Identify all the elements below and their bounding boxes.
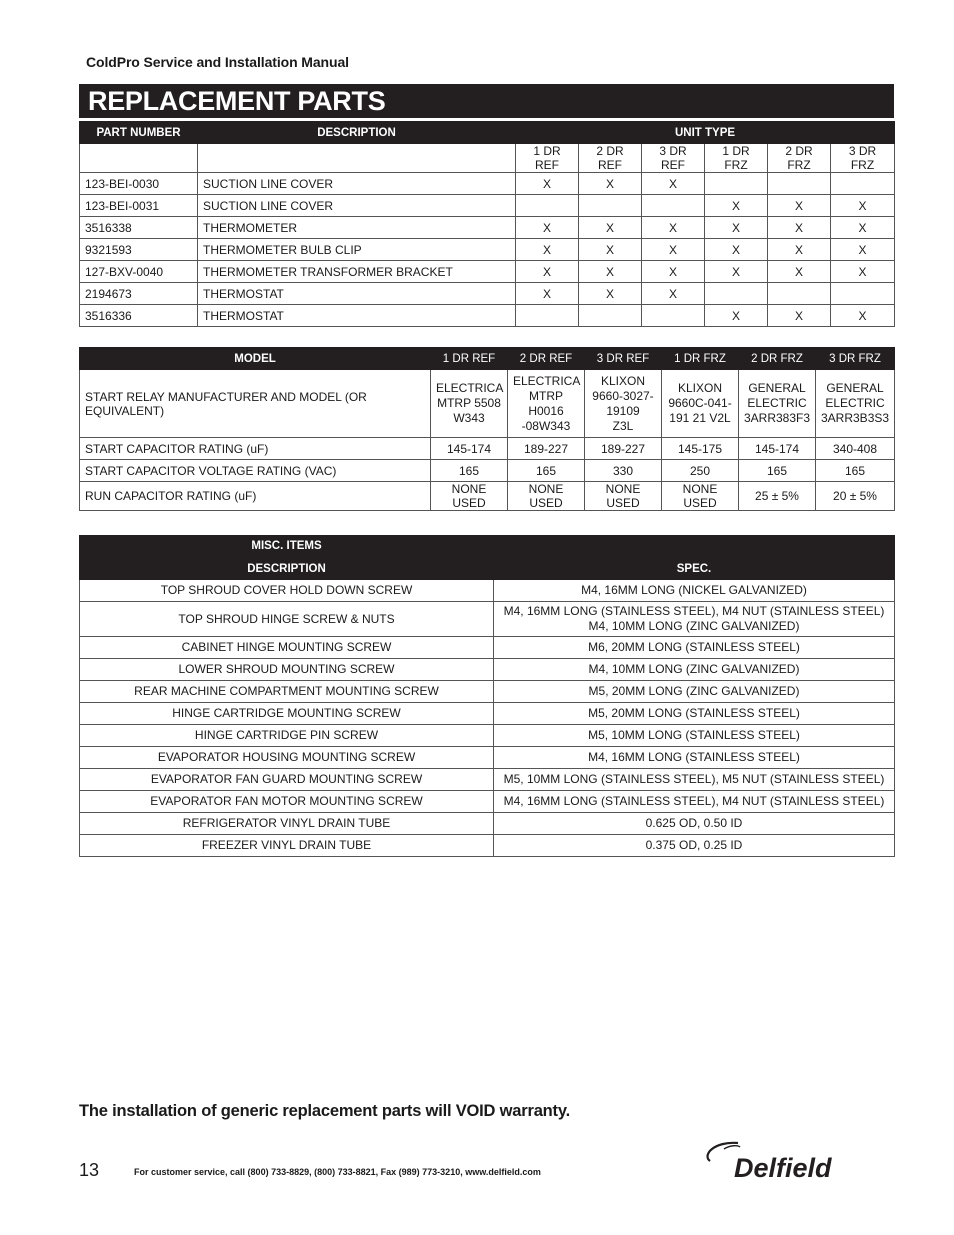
misc-spec-line: 0.625 OD, 0.50 ID [645,816,743,830]
unit-applicability-cell [642,305,705,327]
spec-value-cell: NONE USED [662,482,739,511]
unit-applicability-cell: X [579,261,642,283]
misc-description-cell: TOP SHROUD HINGE SCREW & NUTS [80,602,494,637]
spec-label-cell: START CAPACITOR VOLTAGE RATING (VAC) [80,460,431,482]
unit-applicability-cell: X [831,195,895,217]
table-row [80,681,895,703]
spec-value-line: MTRP 5508 [437,396,501,410]
empty-cell [494,536,895,558]
part-description-cell: THERMOMETER TRANSFORMER BRACKET [198,261,516,283]
table-row [80,173,895,195]
part-number-cell: 123-BEI-0030 [80,173,198,195]
spec-label-cell: START RELAY MANUFACTURER AND MODEL (OR EQUIVALENT) [80,370,431,438]
unit-applicability-cell: X [705,217,768,239]
misc-items-title-row [80,536,895,558]
table-row [80,659,895,681]
table-row [80,460,895,482]
spec-value-cell: 145-174 [739,438,816,460]
unit-applicability-cell: X [516,239,579,261]
spec-value-cell: 189-227 [508,438,585,460]
misc-description-cell: CABINET HINGE MOUNTING SCREW [80,637,494,659]
table-row [80,370,895,438]
spec-value-line: 191 21 V2L [669,411,731,425]
model-table [79,347,895,511]
spec-value-cell: 145-175 [662,438,739,460]
spec-value-cell: 165 [739,460,816,482]
table-row [80,482,895,511]
table-row [80,791,895,813]
misc-spec-cell [494,580,895,602]
spec-value-line: ELECTRIC [825,396,885,410]
unit-applicability-cell: X [579,173,642,195]
part-number-header: PART NUMBER [80,122,198,144]
misc-spec-cell [494,791,895,813]
misc-spec-cell [494,813,895,835]
misc-description-cell: EVAPORATOR FAN MOTOR MOUNTING SCREW [80,791,494,813]
part-description-cell: SUCTION LINE COVER [198,173,516,195]
spec-value-cell: 165 [431,460,508,482]
table-row [80,239,895,261]
part-number-cell: 2194673 [80,283,198,305]
spec-value-cell: 189-227 [585,438,662,460]
misc-spec-line: M5, 10MM LONG (STAINLESS STEEL) [588,728,800,742]
unit-applicability-cell: X [705,261,768,283]
spec-value-cell: NONE USED [508,482,585,511]
spec-label-cell: RUN CAPACITOR RATING (uF) [80,482,431,511]
table-row [80,283,895,305]
page-number: 13 [79,1160,100,1180]
spec-value-cell: NONE USED [431,482,508,511]
empty-cell [198,144,516,173]
unit-applicability-cell: X [579,283,642,305]
misc-description-cell: REFRIGERATOR VINYL DRAIN TUBE [80,813,494,835]
misc-spec-cell [494,703,895,725]
part-number-cell: 3516336 [80,305,198,327]
spec-value-line: 3ARR383F3 [744,411,811,425]
spec-value-line: 9660-3027- [592,388,654,403]
misc-items-title: MISC. ITEMS [80,536,494,558]
spec-value-line: GENERAL [826,381,884,395]
model-column-header: 3 DR FRZ [816,348,895,370]
misc-spec-header: SPEC. [494,558,895,580]
misc-items-table [79,535,895,857]
model-column-header: 3 DR REF [585,348,662,370]
spec-value-line: KLIXON [677,381,722,395]
spec-value-cell: 340-408 [816,438,895,460]
unit-type-column-header: 2 DR REF [579,144,642,173]
table-row [80,438,895,460]
parts-table-header [80,122,895,144]
unit-applicability-cell: X [831,305,895,327]
misc-spec-line: M5, 20MM LONG (STAINLESS STEEL) [588,706,800,720]
table-row [80,769,895,791]
unit-type-column-header: 3 DR FRZ [831,144,895,173]
model-table-header [80,348,895,370]
unit-applicability-cell: X [768,239,831,261]
document-header: ColdPro Service and Installation Manual [86,54,349,70]
part-number-cell: 127-BXV-0040 [80,261,198,283]
unit-applicability-cell: X [516,173,579,195]
unit-applicability-cell: X [579,217,642,239]
unit-applicability-cell: X [768,305,831,327]
unit-applicability-cell: X [831,239,895,261]
unit-applicability-cell: X [516,261,579,283]
unit-applicability-cell: X [642,283,705,305]
logo-wordmark: Delfield [734,1153,832,1183]
spec-value-cell [662,370,739,438]
empty-cell [80,144,198,173]
unit-applicability-cell: X [705,305,768,327]
table-row [80,835,895,857]
table-row [80,747,895,769]
misc-spec-line: M4, 10MM LONG (ZINC GALVANIZED) [588,662,800,676]
table-row [80,305,895,327]
unit-type-column-header: 1 DR REF [516,144,579,173]
misc-spec-cell [494,747,895,769]
misc-description-cell: FREEZER VINYL DRAIN TUBE [80,835,494,857]
misc-spec-line: M4, 16MM LONG (STAINLESS STEEL) [588,750,800,764]
unit-applicability-cell: X [642,217,705,239]
description-header: DESCRIPTION [198,122,516,144]
unit-applicability-cell: X [831,217,895,239]
spec-value-cell: 165 [816,460,895,482]
unit-type-header: UNIT TYPE [516,122,895,144]
unit-applicability-cell: X [642,173,705,195]
model-column-header: 2 DR FRZ [739,348,816,370]
unit-applicability-cell: X [768,195,831,217]
spec-label-cell: START CAPACITOR RATING (uF) [80,438,431,460]
misc-spec-line: M4, 16MM LONG (NICKEL GALVANIZED) [581,583,807,597]
table-row [80,261,895,283]
spec-value-line: H0016 [528,403,564,418]
misc-spec-line: M4, 10MM LONG (ZINC GALVANIZED) [588,619,800,633]
table-row [80,637,895,659]
part-number-cell: 9321593 [80,239,198,261]
misc-spec-cell [494,681,895,703]
misc-spec-line: 0.375 OD, 0.25 ID [645,838,743,852]
misc-spec-line: M4, 16MM LONG (STAINLESS STEEL), M4 NUT (STAINLESS STEEL) [503,604,885,618]
part-number-cell: 123-BEI-0031 [80,195,198,217]
spec-value-line: 9660C-041- [668,396,732,410]
unit-applicability-cell [516,305,579,327]
misc-spec-cell [494,659,895,681]
spec-value-line: KLIXON [600,373,645,388]
unit-type-subheader [80,144,895,173]
misc-description-cell: EVAPORATOR FAN GUARD MOUNTING SCREW [80,769,494,791]
customer-service-contact: For customer service, call (800) 733-8829, (800) 733-8821, Fax (989) 773-3210, www.delfield.com [134,1167,541,1177]
spec-value-line: 3ARR3B3S3 [821,411,890,425]
misc-description-cell: TOP SHROUD COVER HOLD DOWN SCREW [80,580,494,602]
spec-value-cell [585,370,662,438]
misc-description-cell: EVAPORATOR HOUSING MOUNTING SCREW [80,747,494,769]
misc-description-cell: HINGE CARTRIDGE MOUNTING SCREW [80,703,494,725]
spec-value-cell [739,370,816,438]
table-row [80,703,895,725]
spec-value-line: W343 [453,411,485,425]
delfield-logo [700,1135,878,1183]
part-description-cell: THERMOMETER [198,217,516,239]
unit-applicability-cell: X [516,217,579,239]
unit-applicability-cell: X [768,261,831,283]
unit-applicability-cell [831,283,895,305]
spec-value-line: Z3L [612,418,634,433]
unit-type-column-header: 3 DR REF [642,144,705,173]
section-title: REPLACEMENT PARTS [79,84,894,118]
misc-description-cell: LOWER SHROUD MOUNTING SCREW [80,659,494,681]
misc-spec-cell [494,725,895,747]
unit-applicability-cell [579,195,642,217]
unit-applicability-cell [516,195,579,217]
spec-value-line: -08W343 [521,418,571,433]
table-row [80,725,895,747]
misc-spec-cell [494,835,895,857]
table-row [80,580,895,602]
model-column-header: 2 DR REF [508,348,585,370]
spec-value-line: ELECTRICA [436,381,504,395]
spec-value-line: MTRP [529,388,563,403]
misc-description-cell: REAR MACHINE COMPARTMENT MOUNTING SCREW [80,681,494,703]
part-description-cell: THERMOSTAT [198,305,516,327]
part-number-cell: 3516338 [80,217,198,239]
misc-spec-line: M5, 20MM LONG (ZINC GALVANIZED) [588,684,800,698]
misc-spec-cell [494,637,895,659]
unit-type-column-header: 2 DR FRZ [768,144,831,173]
unit-applicability-cell: X [642,239,705,261]
table-row [80,602,895,637]
unit-applicability-cell: X [516,283,579,305]
misc-spec-line: M6, 20MM LONG (STAINLESS STEEL) [588,640,800,654]
spec-value-cell: 25 ± 5% [739,482,816,511]
model-column-header: 1 DR FRZ [662,348,739,370]
spec-value-cell: 145-174 [431,438,508,460]
unit-applicability-cell [705,283,768,305]
misc-description-cell: HINGE CARTRIDGE PIN SCREW [80,725,494,747]
parts-table [79,121,895,327]
misc-spec-line: M5, 10MM LONG (STAINLESS STEEL), M5 NUT (STAINLESS STEEL) [503,772,885,786]
spec-value-cell: NONE USED [585,482,662,511]
spec-value-line: 19109 [606,403,640,418]
misc-description-header: DESCRIPTION [80,558,494,580]
table-row [80,217,895,239]
unit-type-column-header: 1 DR FRZ [705,144,768,173]
misc-spec-cell [494,602,895,637]
unit-applicability-cell [768,283,831,305]
misc-spec-cell [494,769,895,791]
unit-applicability-cell [579,305,642,327]
spec-value-line: GENERAL [748,381,806,395]
part-description-cell: THERMOMETER BULB CLIP [198,239,516,261]
table-row [80,195,895,217]
unit-applicability-cell: X [705,239,768,261]
unit-applicability-cell: X [831,261,895,283]
unit-applicability-cell: X [768,217,831,239]
spec-value-line: ELECTRICA [513,373,581,388]
logo-swoosh-inner [724,1146,740,1149]
unit-applicability-cell [705,173,768,195]
spec-value-cell [431,370,508,438]
misc-spec-line: M4, 16MM LONG (STAINLESS STEEL), M4 NUT (STAINLESS STEEL) [503,794,885,808]
model-header: MODEL [80,348,431,370]
spec-value-cell [816,370,895,438]
unit-applicability-cell [768,173,831,195]
unit-applicability-cell: X [705,195,768,217]
spec-value-cell: 330 [585,460,662,482]
spec-value-cell: 165 [508,460,585,482]
spec-value-cell: 250 [662,460,739,482]
unit-applicability-cell: X [642,261,705,283]
warranty-warning: The installation of generic replacement parts will VOID warranty. [79,1102,570,1120]
spec-value-line: ELECTRIC [747,396,807,410]
spec-value-cell: 20 ± 5% [816,482,895,511]
misc-items-header [80,558,895,580]
unit-applicability-cell [642,195,705,217]
part-description-cell: THERMOSTAT [198,283,516,305]
unit-applicability-cell: X [579,239,642,261]
spec-value-cell [508,370,585,438]
table-row [80,813,895,835]
part-description-cell: SUCTION LINE COVER [198,195,516,217]
unit-applicability-cell [831,173,895,195]
model-column-header: 1 DR REF [431,348,508,370]
